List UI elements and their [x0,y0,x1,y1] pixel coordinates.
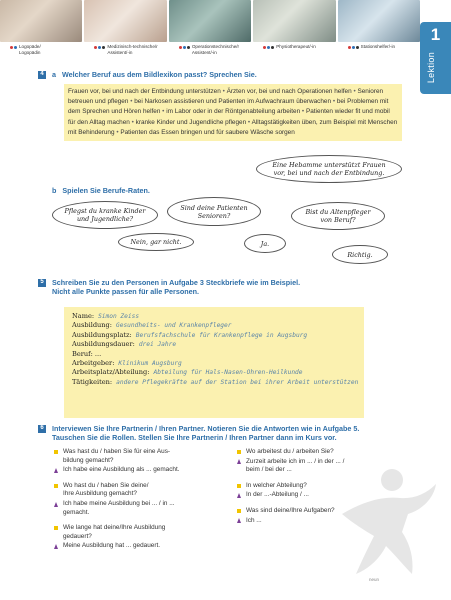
steckbrief-row: Tätigkeiten: andere Pflegekräfte auf der Station bei ihrer Arbeit unterstützen [72,377,359,386]
bubble-question-1: Pflegst du kranke Kinder und Jugendliche? [52,201,158,229]
square-bullet-icon [236,448,241,457]
steckbrief-row: Arbeitsplatz/Abteilung: Abteilung für Hals-Nasen-Ohren-Heilkunde [72,368,303,377]
caption-1: Logopäde/ Logopädin [0,44,82,55]
caption-3: Operationstechnische/r Assistent/-in [169,44,251,55]
example-speech-bubble: Eine Hebamme unterstützt Frauen vor, bei und nach der Entbindung. [256,155,402,183]
word-box: Frauen vor, bei und nach der Entbindung unterstützen • Ärzten vor, bei und nach Operationen helfen • Senioren betreuen und pflegen • bei Narkosen assistieren und Patienten im Aufwachraum überwachen • bei Problemen mit dem Sprechen und Hören helfen • im Labor oder in der Röntgenabteilung arbeiten • Patienten wieder fit und mobil für den Alltag machen • kranke Kinder und Jugendliche pflegen • Alltagstätigkeiten üben, zum Beispiel mit Menschen mit Behinderung • Patienten das Essen bringen und für saubere Wäsche sorgen [64,84,402,141]
lektion-label: Lektion [426,52,436,84]
question-item: Wo hast du / haben Sie deine/ Ihre Ausbildung gemacht? [53,482,223,499]
steckbrief-row: Beruf: ... [72,349,102,358]
steckbrief-row: Ausbildung: Gesundheits- und Krankenpfleger [72,321,232,330]
ex5-header [38,278,300,296]
audio-icon [263,46,274,49]
ex4a-letter: a [52,70,56,79]
steckbrief-row: Ausbildungsdauer: drei Jahre [72,340,177,349]
answer-item: Meine Ausbildung hat ... gedauert. [53,542,223,551]
photo-mta [84,0,166,42]
caption-5: Stationshelfer/-in [338,44,420,55]
steckbrief-row: Name: Simon Zeiss [72,312,140,320]
square-bullet-icon [236,507,241,516]
bubble-answer-2: Ja. [244,234,286,253]
triangle-bullet-icon [236,458,241,475]
caption-2: Medizinisch-technische/r Assistent/-in [84,44,166,55]
photo-stationshelfer [338,0,420,42]
lektion-tab [420,22,451,94]
ex4a-header [38,70,257,79]
photo-strip [0,0,420,42]
ex4b-letter: b [52,186,57,195]
photo-ota [169,0,251,42]
bubble-answer-3: Richtig. [332,245,388,264]
triangle-bullet-icon [236,491,241,500]
answer-item: Ich habe eine Ausbildung als ... gemacht. [53,466,223,475]
bubble-answer-1: Nein, gar nicht. [118,233,194,251]
steckbrief-card [64,307,364,418]
ex5-number: 5 [38,279,46,287]
square-bullet-icon [53,482,58,499]
photo-physiotherapeut [253,0,335,42]
question-item: Was sind deine/Ihre Aufgaben? [236,507,386,516]
triangle-bullet-icon [53,500,58,517]
question-item: Wo arbeitest du / arbeiten Sie? [236,448,386,457]
photo-logopaede [0,0,82,42]
ex4-number: 4 [38,71,46,79]
ex4a-title: Welcher Beruf aus dem Bildlexikon passt? Sprechen Sie. [62,70,257,79]
photo-captions [0,44,420,55]
page-number: neun [369,577,380,582]
lektion-number: 1 [430,25,441,44]
triangle-bullet-icon [53,466,58,475]
question-item: In welcher Abteilung? [236,482,386,491]
ex6-title: Interviewen Sie Ihre Partnerin / Ihren Partner. Notieren Sie die Antworten wie in Aufgabe 5. Tauschen Sie die Rollen. Stellen Sie Ihre Partnerin / Ihren Partner dann im Kurs vor. [52,424,360,442]
bubble-question-2: Sind deine Patienten Senioren? [167,197,261,226]
caption-4: Physiotherapeut/-in [253,44,335,55]
triangle-bullet-icon [236,517,241,526]
publisher-logo-figure-icon [322,462,442,582]
audio-icon [10,46,17,49]
audio-icon [94,46,105,49]
square-bullet-icon [236,482,241,491]
interview-left-column [53,448,223,552]
answer-item: Zurzeit arbeite ich im ... / in der ... / beim / bei der ... [236,458,386,475]
square-bullet-icon [53,448,58,465]
answer-item: Ich habe meine Ausbildung bei ... / in ... gemacht. [53,500,223,517]
steckbrief-row: Arbeitgeber: Klinikum Augsburg [72,359,182,368]
square-bullet-icon [53,524,58,541]
ex5-title: Schreiben Sie zu den Personen in Aufgabe 3 Steckbriefe wie im Beispiel. Nicht alle Punkte passen für alle Personen. [52,278,301,296]
audio-icon [348,46,359,49]
question-item: Was hast du / haben Sie für eine Aus- bildung gemacht? [53,448,223,465]
steckbrief-row: Ausbildungsplatz: Berufsfachschule für Krankenpflege in Augsburg [72,330,308,339]
bubble-question-3: Bist du Altenpfleger von Beruf? [291,202,385,230]
ex4b-header [52,186,150,195]
question-item: Wie lange hat deine/Ihre Ausbildung gedauert? [53,524,223,541]
answer-item: In der ...-Abteilung / ... [236,491,386,500]
audio-icon [179,46,190,49]
answer-item: Ich ... [236,517,386,526]
ex6-header [38,424,359,442]
ex4b-title: Spielen Sie Berufe-Raten. [62,186,150,195]
ex6-number: 6 [38,425,46,433]
triangle-bullet-icon [53,542,58,551]
